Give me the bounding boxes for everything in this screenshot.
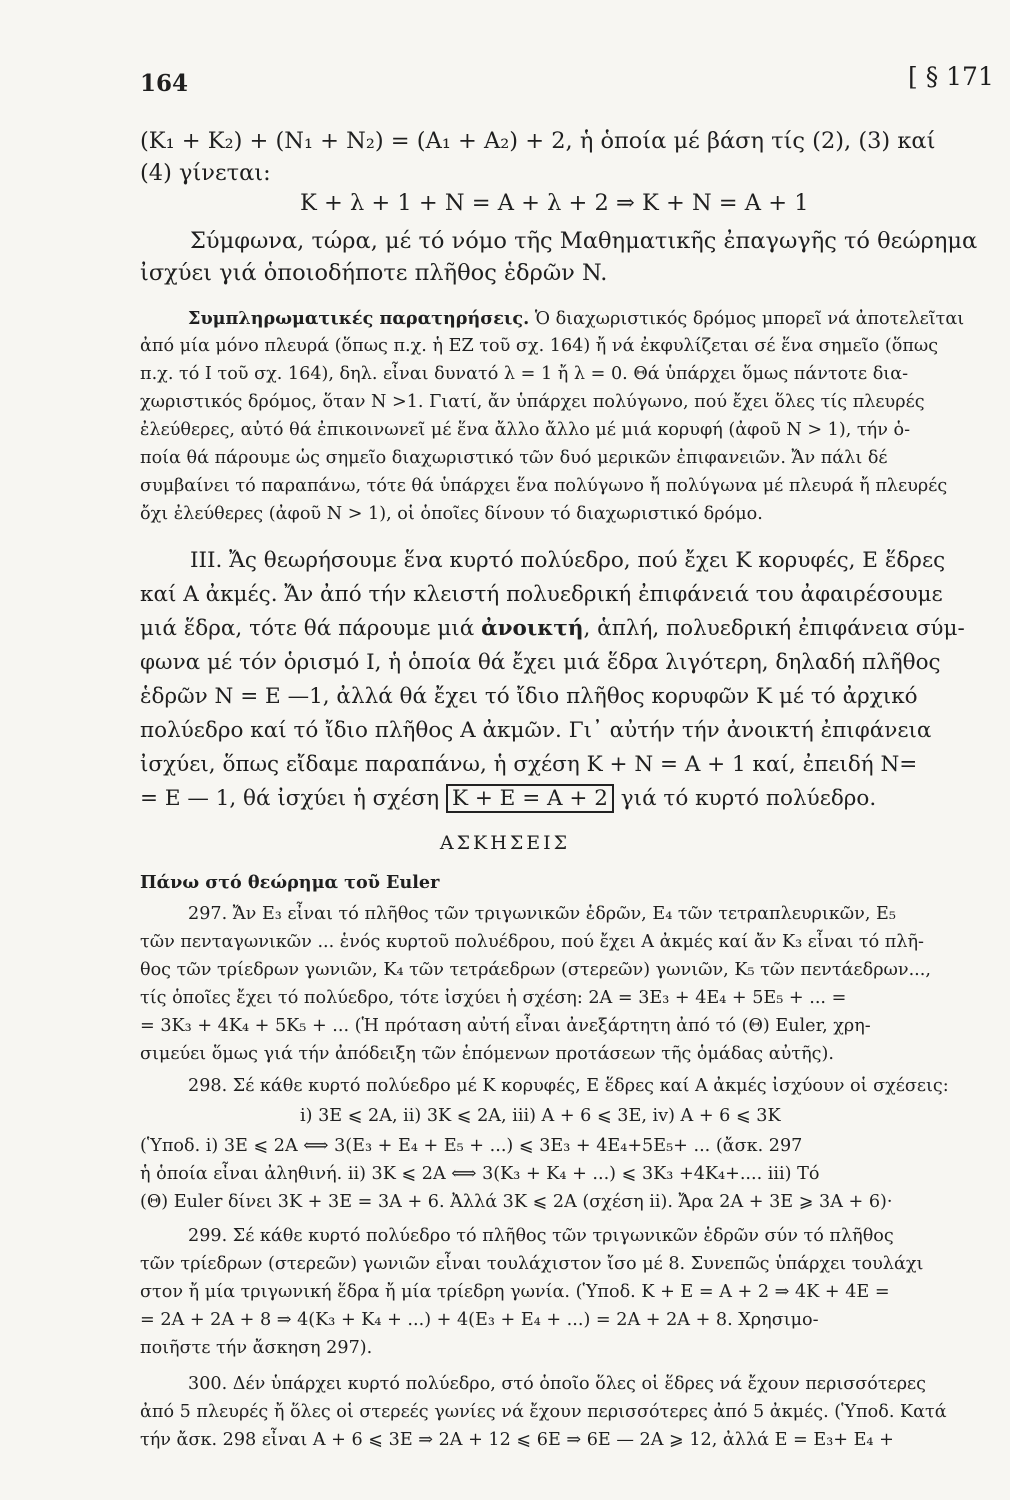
remarks-line-8: ὄχι ἐλεύθερες (ἀφοῦ N > 1), οἱ ὁποῖες δίνουν τό διαχωριστικό δρόμο. — [140, 504, 763, 524]
remarks-line-5: ἐλεύθερες, αὐτό θά ἐπικοινωνεῖ μέ ἕνα ἄλλο ἄλλο μέ μιά κορυφή (ἀφοῦ N > 1), τήν ὁ- — [140, 420, 911, 440]
part3-line-6: πολύεδρο καί τό ἴδιο πλῆθος A ἀκμῶν. Γι᾽ αὐτήν τήν ἀνοικτή ἐπιφάνεια — [140, 718, 932, 743]
part3-line-3 — [140, 616, 965, 641]
ex299-line-1: 299. Σέ κάθε κυρτό πολύεδρο τό πλῆθος τῶν τριγωνικῶν ἑδρῶν σύν τό πλῆθος — [188, 1226, 894, 1246]
page-number: 164 — [140, 70, 189, 97]
remarks-heading: Συμπληρωματικές παρατηρήσεις. — [188, 308, 530, 329]
remarks-line-3: π.χ. τό I τοῦ σχ. 164), δηλ. εἶναι δυνατό λ = 1 ἤ λ = 0. Θά ὑπάρχει ὅμως πάντοτε δια- — [140, 364, 909, 384]
open-term: ἀνοικτή — [481, 616, 584, 641]
ex300-line-3: τήν ἄσκ. 298 εἶναι A + 6 ⩽ 3E ⇒ 2A + 12 ⩽ 6E ⇒ 6E — 2A ⩾ 12, ἀλλά E = E₃+ E₄ + — [140, 1430, 894, 1450]
ex298-line-3: (Ὑποδ. i) 3E ⩽ 2A ⟺ 3(E₃ + E₄ + E₅ + ...) ⩽ 3E₃ + 4E₄+5E₅+ ... (ἄσκ. 297 — [140, 1136, 803, 1156]
ex297-line-5: = 3K₃ + 4K₄ + 5K₅ + ... (Ἡ πρόταση αὐτή εἶναι ἀνεξάρτητη ἀπό τό (Θ) Euler, χρη- — [140, 1016, 871, 1036]
ex299-line-5: ποιῆστε τήν ἄσκηση 297). — [140, 1338, 373, 1358]
ex298-line-5: (Θ) Euler δίνει 3K + 3E = 3A + 6. Ἀλλά 3K ⩽ 2A (σχέση ii). Ἄρα 2A + 3E ⩾ 3A + 6)· — [140, 1192, 893, 1212]
part3-line-7: ἰσχύει, ὅπως εἴδαμε παραπάνω, ἡ σχέση K + N = A + 1 καί, ἐπειδή N= — [140, 752, 918, 777]
ex299-line-3: στον ἤ μία τριγωνική ἕδρα ἤ μία τρίεδρη γωνία. (Ὑποδ. K + E = A + 2 ⇒ 4K + 4E = — [140, 1282, 890, 1302]
ex300-line-2: ἀπό 5 πλευρές ἤ ὅλες οἱ στερεές γωνίες νά ἔχουν περισσότερες ἀπό 5 ἀκμές. (Ὑποδ. Κατά — [140, 1402, 947, 1422]
top-line-2: (4) γίνεται: — [140, 160, 271, 186]
remarks-line-4: χωριστικός δρόμος, ὅταν N >1. Γιατί, ἄν ὑπάρχει πολύγωνο, πού ἔχει ὅλες τίς πλευρές — [140, 392, 925, 412]
top-line-1: (K₁ + K₂) + (N₁ + N₂) = (A₁ + A₂) + 2, ἡ ὁποία μέ βάση τίς (2), (3) καί — [140, 128, 936, 154]
ex297-line-6: σιμεύει ὅμως γιά τήν ἀπόδειξη τῶν ἑπόμενων προτάσεων τῆς ὁμάδας αὐτῆς). — [140, 1044, 834, 1064]
ex297-line-2: τῶν πενταγωνικῶν ... ἑνός κυρτοῦ πολυέδρου, πού ἔχει A ἀκμές καί ἄν K₃ εἶναι τό πλῆ- — [140, 932, 925, 952]
ex298-line-1: 298. Σέ κάθε κυρτό πολύεδρο μέ K κορυφές, E ἕδρες καί A ἀκμές ἰσχύουν οἱ σχέσεις: — [188, 1076, 949, 1096]
part3-line-8b: γιά τό κυρτό πολύεδρο. — [620, 786, 877, 811]
top-line-4: ἰσχύει γιά ὁποιοδήποτε πλῆθος ἑδρῶν N. — [140, 260, 608, 286]
ex299-line-2: τῶν τρίεδρων (στερεῶν) γωνιῶν εἶναι τουλάχιστον ἴσο μέ 8. Συνεπῶς ὑπάρχει τουλάχι — [140, 1254, 924, 1274]
part3-line-2: καί A ἀκμές. Ἄν ἀπό τήν κλειστή πολυεδρική ἐπιφάνειά του ἀφαιρέσουμε — [140, 582, 943, 607]
ex298-line-2: i) 3E ⩽ 2A, ii) 3K ⩽ 2A, iii) A + 6 ⩽ 3E, iv) A + 6 ⩽ 3K — [300, 1106, 781, 1126]
part3-line-8a: = E — 1, θά ἰσχύει ἡ σχέση — [140, 786, 440, 811]
part3-line-3a: μιά ἕδρα, τότε θά πάρουμε μιά — [140, 616, 475, 641]
remarks-line-2: ἀπό μία μόνο πλευρά (ὅπως π.χ. ἡ EZ τοῦ σχ. 164) ἤ νά ἐκφυλίζεται σέ ἕνα σημεῖο (ὅπως — [140, 336, 939, 356]
ex297-line-3: θος τῶν τρίεδρων γωνιῶν, K₄ τῶν τετράεδρων (στερεῶν) γωνιῶν, K₅ τῶν πεντάεδρων..., — [140, 960, 931, 980]
exercises-title: ΑΣΚΗΣΕΙΣ — [439, 832, 571, 854]
euler-formula-box: K + E = A + 2 — [446, 784, 614, 813]
top-line-3: Σύμφωνα, τώρα, μέ τό νόμο τῆς Μαθηματικῆς ἐπαγωγῆς τό θεώρημα — [190, 228, 978, 254]
ex297-line-1: 297. Ἄν E₃ εἶναι τό πλῆθος τῶν τριγωνικῶν ἑδρῶν, E₄ τῶν τετραπλευρικῶν, E₅ — [188, 904, 896, 924]
remarks-line-6: ποία θά πάρουμε ὡς σημεῖο διαχωριστικό τῶν δυό μερικῶν ἐπιφανειῶν. Ἄν πάλι δέ — [140, 448, 888, 468]
part3-line-8 — [140, 786, 876, 811]
part3-line-5: ἑδρῶν N = E —1, ἀλλά θά ἔχει τό ἴδιο πλῆθος κορυφῶν K μέ τό ἀρχικό — [140, 684, 918, 709]
section-reference: [ § 171 — [908, 62, 994, 91]
remarks-line-7: συμβαίνει τό παραπάνω, τότε θά ὑπάρχει ἕνα πολύγωνο ἤ πολύγωνα μέ πλευρά ἤ πλευρές — [140, 476, 948, 496]
remarks-line-1-rest: Ὁ διαχωριστικός δρόμος μπορεῖ νά ἀποτελεῖται — [534, 309, 965, 329]
ex300-line-1: 300. Δέν ὑπάρχει κυρτό πολύεδρο, στό ὁποῖο ὅλες οἱ ἕδρες νά ἔχουν περισσότερες — [188, 1374, 927, 1394]
part3-line-3c: , ἁπλή, πολυεδρική ἐπιφάνεια σύμ- — [583, 616, 965, 641]
exercises-subtitle: Πάνω στό θεώρημα τοῦ Euler — [140, 872, 440, 893]
ex297-line-4: τίς ὁποῖες ἔχει τό πολύεδρο, τότε ἰσχύει ἡ σχέση: 2A = 3E₃ + 4E₄ + 5E₅ + ... = — [140, 988, 847, 1008]
remarks-line-1 — [188, 308, 964, 329]
ex299-line-4: = 2A + 2A + 8 ⇒ 4(K₃ + K₄ + ...) + 4(E₃ + E₄ + ...) = 2A + 2A + 8. Χρησιμο- — [140, 1310, 819, 1330]
formula-euler-induction: K + λ + 1 + N = A + λ + 2 ⇒ K + N = A + 1 — [300, 190, 809, 216]
part3-line-1: III. Ἄς θεωρήσουμε ἕνα κυρτό πολύεδρο, πού ἔχει K κορυφές, E ἕδρες — [190, 548, 946, 573]
part3-line-4: φωνα μέ τόν ὁρισμό I, ἡ ὁποία θά ἔχει μιά ἕδρα λιγότερη, δηλαδή πλῆθος — [140, 650, 941, 675]
ex298-line-4: ἡ ὁποία εἶναι ἀληθινή. ii) 3K ⩽ 2A ⟺ 3(K₃ + K₄ + ...) ⩽ 3K₃ +4K₄+.... iii) Τό — [140, 1164, 820, 1184]
